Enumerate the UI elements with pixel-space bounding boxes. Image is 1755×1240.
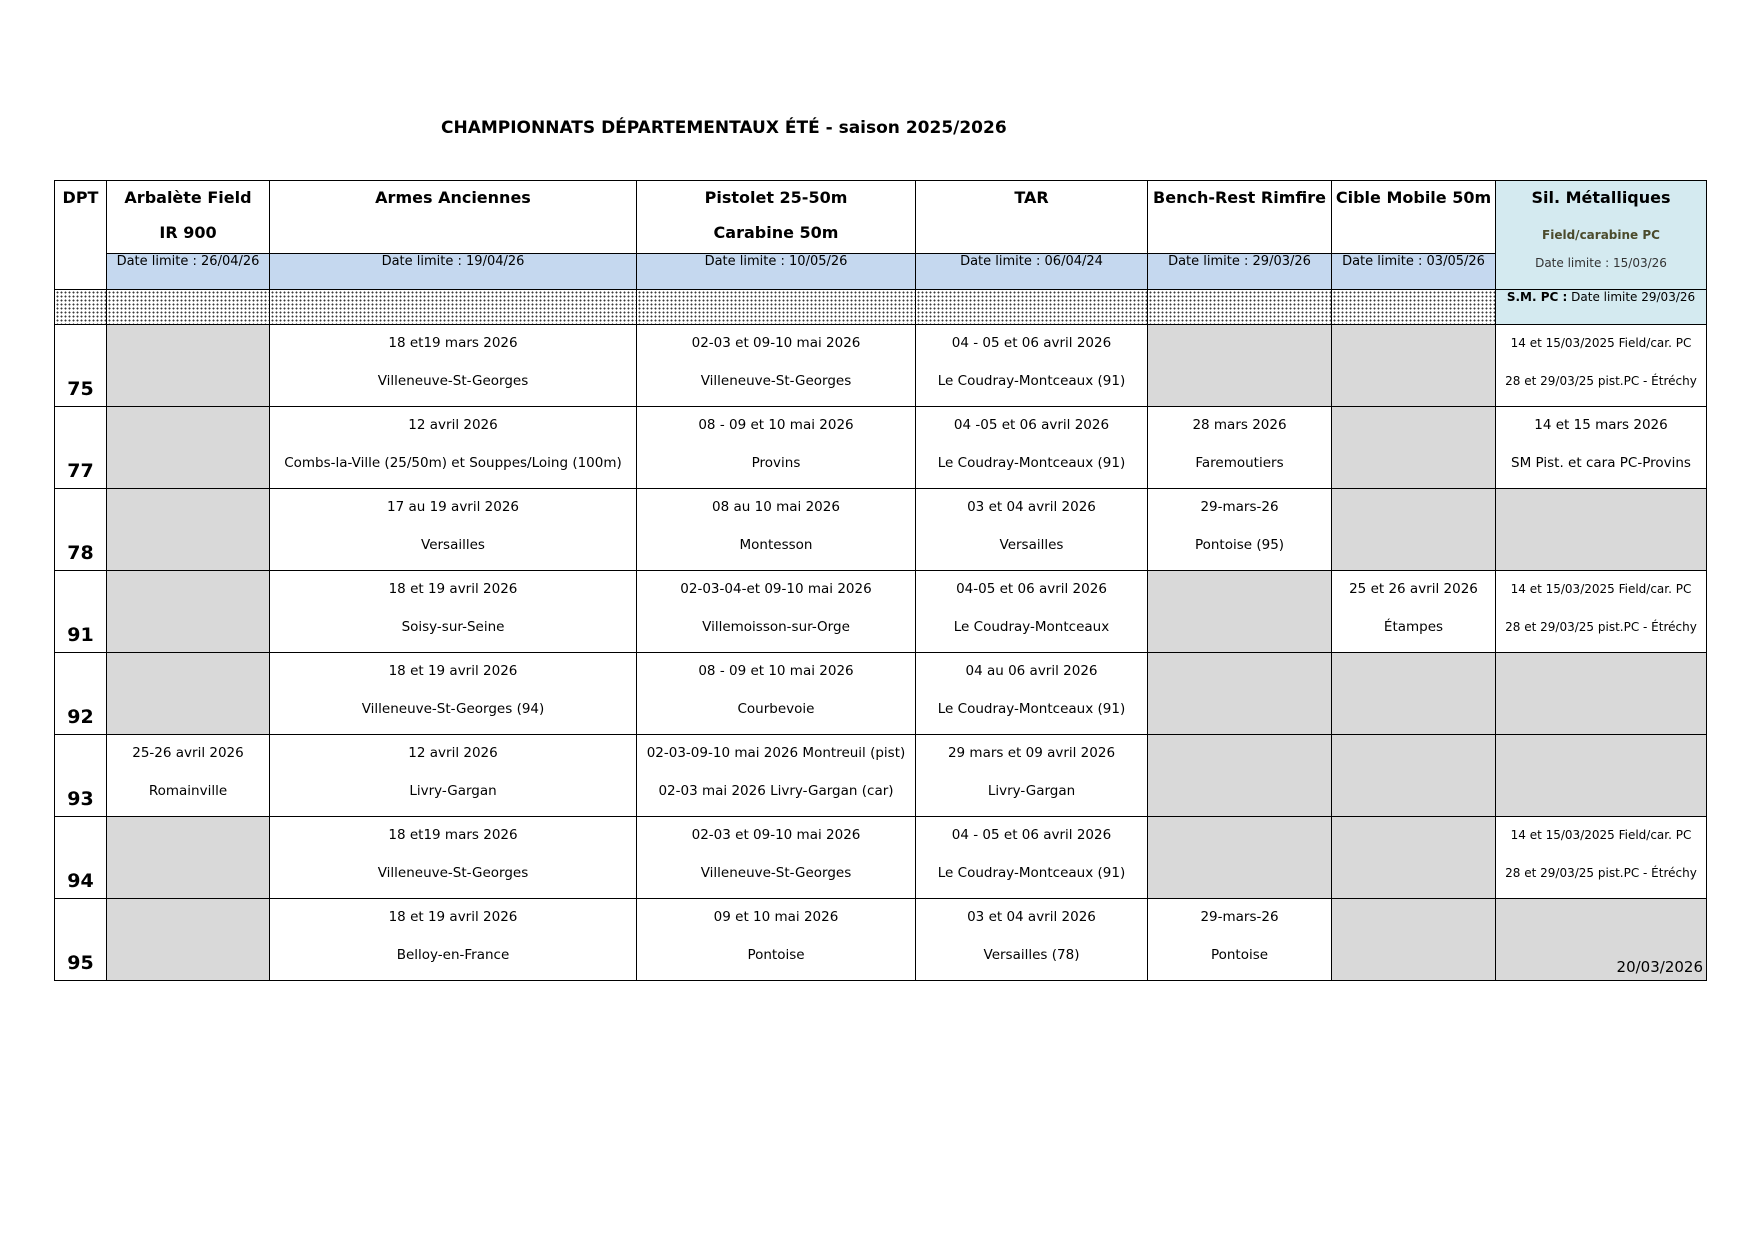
event-dates: 04 - 05 et 06 avril 2026 [951,335,1112,351]
column-header-armes-anciennes: Armes Anciennes [270,181,637,254]
dpt-number: 92 [55,653,107,735]
event-dates: 17 au 19 avril 2026 [386,499,520,515]
event-dates: 02-03-09-10 mai 2026 Montreuil (pist) [646,745,906,761]
event-dates: 18 et 19 avril 2026 [388,663,518,679]
event-dates: 28 mars 2026 [1192,417,1287,433]
event-dates: 29-mars-26 [1200,499,1279,515]
empty-cell [1496,735,1707,817]
event-dates: 04 au 06 avril 2026 [965,663,1098,679]
event-location: Le Coudray-Montceaux [953,619,1110,635]
event-dates: 14 et 15/03/2025 Field/car. PC [1510,582,1692,596]
date-limit-arbalete: Date limite : 26/04/26 [107,254,270,290]
event-location: Le Coudray-Montceaux (91) [937,865,1126,881]
dpt-number: 77 [55,407,107,489]
event-location: Pontoise [1210,947,1269,963]
dotted-cell [55,290,107,325]
event-location: Livry-Gargan [409,783,497,799]
event-location: Villeneuve-St-Georges [377,373,529,389]
event-location: Soisy-sur-Seine [401,619,505,635]
event-location: 28 et 29/03/25 pist.PC - Étréchy [1505,374,1697,388]
event-cell [1496,407,1707,489]
event-dates: 03 et 04 avril 2026 [967,909,1096,925]
dpt-number: 93 [55,735,107,817]
empty-cell [1148,735,1332,817]
empty-cell [1332,817,1496,899]
event-location: Villeneuve-St-Georges [700,865,852,881]
event-location: Combs-la-Ville (25/50m) et Souppes/Loing (100m) [284,455,622,471]
dpt-number: 78 [55,489,107,571]
event-cell [916,325,1148,407]
event-location: Courbevoie [737,701,815,717]
date-limit-tar: Date limite : 06/04/24 [916,254,1148,290]
event-location: Étampes [1383,619,1444,635]
event-cell [916,653,1148,735]
event-location: Versailles [999,537,1064,553]
table-row [55,489,1707,571]
column-header-cible-mobile: Cible Mobile 50m [1332,181,1496,254]
header-row [55,181,1707,254]
dotted-cell [270,290,637,325]
event-location: Romainville [148,783,228,799]
event-dates: 12 avril 2026 [408,417,498,433]
event-location: 28 et 29/03/25 pist.PC - Étréchy [1505,866,1697,880]
event-cell [270,571,637,653]
date-limit-bench-rest: Date limite : 29/03/26 [1148,254,1332,290]
page-title: CHAMPIONNATS DÉPARTEMENTAUX ÉTÉ - saison 2025/2026 [441,118,1007,138]
empty-cell [1332,899,1496,981]
empty-cell [1332,489,1496,571]
event-dates: 29-mars-26 [1200,909,1279,925]
table-row [55,571,1707,653]
event-cell [1496,325,1707,407]
event-cell [916,817,1148,899]
table-row [55,653,1707,735]
event-cell [637,325,916,407]
empty-cell [107,407,270,489]
event-cell [270,489,637,571]
event-cell [1496,571,1707,653]
event-dates: 02-03 et 09-10 mai 2026 [691,827,861,843]
dpt-number: 91 [55,571,107,653]
event-dates: 25-26 avril 2026 [132,745,244,761]
empty-cell [107,653,270,735]
event-cell [107,735,270,817]
empty-cell [1148,571,1332,653]
event-location: Pontoise (95) [1194,537,1285,553]
event-cell [270,325,637,407]
event-dates: 03 et 04 avril 2026 [967,499,1096,515]
column-header-tar: TAR [916,181,1148,254]
championship-table [54,180,1707,981]
empty-cell [1148,653,1332,735]
event-location: Le Coudray-Montceaux (91) [937,455,1126,471]
empty-cell [107,899,270,981]
event-dates: 04 -05 et 06 avril 2026 [953,417,1110,433]
event-cell [1148,407,1332,489]
event-location: Belloy-en-France [396,947,510,963]
event-dates: 02-03 et 09-10 mai 2026 [691,335,861,351]
event-dates: 14 et 15/03/2025 Field/car. PC [1510,828,1692,842]
event-location: Pontoise [747,947,805,963]
event-dates: 08 - 09 et 10 mai 2026 [698,417,854,433]
event-dates: 14 et 15/03/2025 Field/car. PC [1510,336,1692,350]
event-cell [916,489,1148,571]
table-row [55,817,1707,899]
event-location: Villeneuve-St-Georges [377,865,529,881]
dpt-number: 95 [55,899,107,981]
event-cell [637,571,916,653]
event-cell [637,899,916,981]
dpt-header: DPT [55,181,107,290]
event-cell [916,735,1148,817]
event-location: Villeneuve-St-Georges (94) [361,701,545,717]
empty-cell [1332,653,1496,735]
event-cell [1148,489,1332,571]
event-cell [1496,817,1707,899]
table-row [55,735,1707,817]
dpt-number: 75 [55,325,107,407]
event-location: Montesson [739,537,813,553]
table-row [55,407,1707,489]
event-cell [916,571,1148,653]
event-cell [637,735,916,817]
event-cell [270,899,637,981]
event-dates: 25 et 26 avril 2026 [1349,581,1478,597]
date-limit-pistolet: Date limite : 10/05/26 [637,254,916,290]
dotted-cell [637,290,916,325]
event-dates: 09 et 10 mai 2026 [713,909,839,925]
event-cell [1332,571,1496,653]
event-dates: 29 mars et 09 avril 2026 [947,745,1116,761]
dotted-cell [1148,290,1332,325]
event-location: SM Pist. et cara PC-Provins [1511,455,1691,471]
empty-cell [1496,489,1707,571]
event-cell [270,653,637,735]
event-dates: 18 et 19 avril 2026 [388,909,518,925]
dotted-cell [107,290,270,325]
event-cell [270,735,637,817]
column-header-arbalete: Arbalète Field IR 900 [107,181,270,254]
event-dates: 18 et 19 avril 2026 [388,581,518,597]
dotted-separator-row [55,290,1707,325]
event-cell [637,489,916,571]
column-header-bench-rest: Bench-Rest Rimfire [1148,181,1332,254]
event-cell [637,817,916,899]
event-dates: 08 au 10 mai 2026 [712,499,840,515]
event-cell [637,653,916,735]
dotted-cell [1332,290,1496,325]
event-location: Provins [751,455,801,471]
event-location: Faremoutiers [1195,455,1284,471]
table-body [55,325,1707,981]
event-dates: 04 - 05 et 06 avril 2026 [951,827,1112,843]
event-cell [637,407,916,489]
footer-date: 20/03/2026 [1616,958,1703,976]
event-cell [916,899,1148,981]
empty-cell [107,489,270,571]
date-limit-cible-mobile: Date limite : 03/05/26 [1332,254,1496,290]
event-dates: 18 et19 mars 2026 [388,335,518,351]
event-cell [270,407,637,489]
empty-cell [1496,653,1707,735]
empty-cell [1332,735,1496,817]
event-location: Versailles [421,537,485,553]
column-header-sil-metalliques: Sil. Métalliques Field/carabine PC Date limite : 15/03/26 [1496,181,1707,290]
event-dates: 18 et19 mars 2026 [388,827,518,843]
empty-cell [1332,407,1496,489]
table-row [55,325,1707,407]
date-limit-armes-anciennes: Date limite : 19/04/26 [270,254,637,290]
table-row [55,899,1707,981]
empty-cell [107,817,270,899]
event-location: 28 et 29/03/25 pist.PC - Étréchy [1505,620,1697,634]
sm-pc-date-limit: S.M. PC : Date limite 29/03/26 [1496,290,1707,325]
event-location: Livry-Gargan [987,783,1076,799]
event-location: Le Coudray-Montceaux (91) [937,701,1126,717]
event-dates: 08 - 09 et 10 mai 2026 [698,663,854,679]
dpt-number: 94 [55,817,107,899]
empty-cell [1332,325,1496,407]
event-location: Versailles (78) [983,947,1080,963]
event-location: Le Coudray-Montceaux (91) [937,373,1126,389]
event-cell [916,407,1148,489]
event-location: 02-03 mai 2026 Livry-Gargan (car) [658,783,894,799]
date-limit-row [55,254,1707,290]
event-dates: 04-05 et 06 avril 2026 [956,581,1107,597]
dotted-cell [916,290,1148,325]
event-dates: 02-03-04-et 09-10 mai 2026 [680,581,872,597]
empty-cell [1148,817,1332,899]
event-cell [270,817,637,899]
event-location: Villeneuve-St-Georges [700,373,852,389]
event-dates: 12 avril 2026 [408,745,498,761]
event-dates: 14 et 15 mars 2026 [1534,417,1668,433]
event-cell [1148,899,1332,981]
date-limit-sil: Date limite : 15/03/26 [1496,242,1706,270]
empty-cell [107,571,270,653]
empty-cell [1148,325,1332,407]
empty-cell [107,325,270,407]
event-location: Villemoisson-sur-Orge [702,619,850,635]
column-header-pistolet: Pistolet 25-50m Carabine 50m [637,181,916,254]
